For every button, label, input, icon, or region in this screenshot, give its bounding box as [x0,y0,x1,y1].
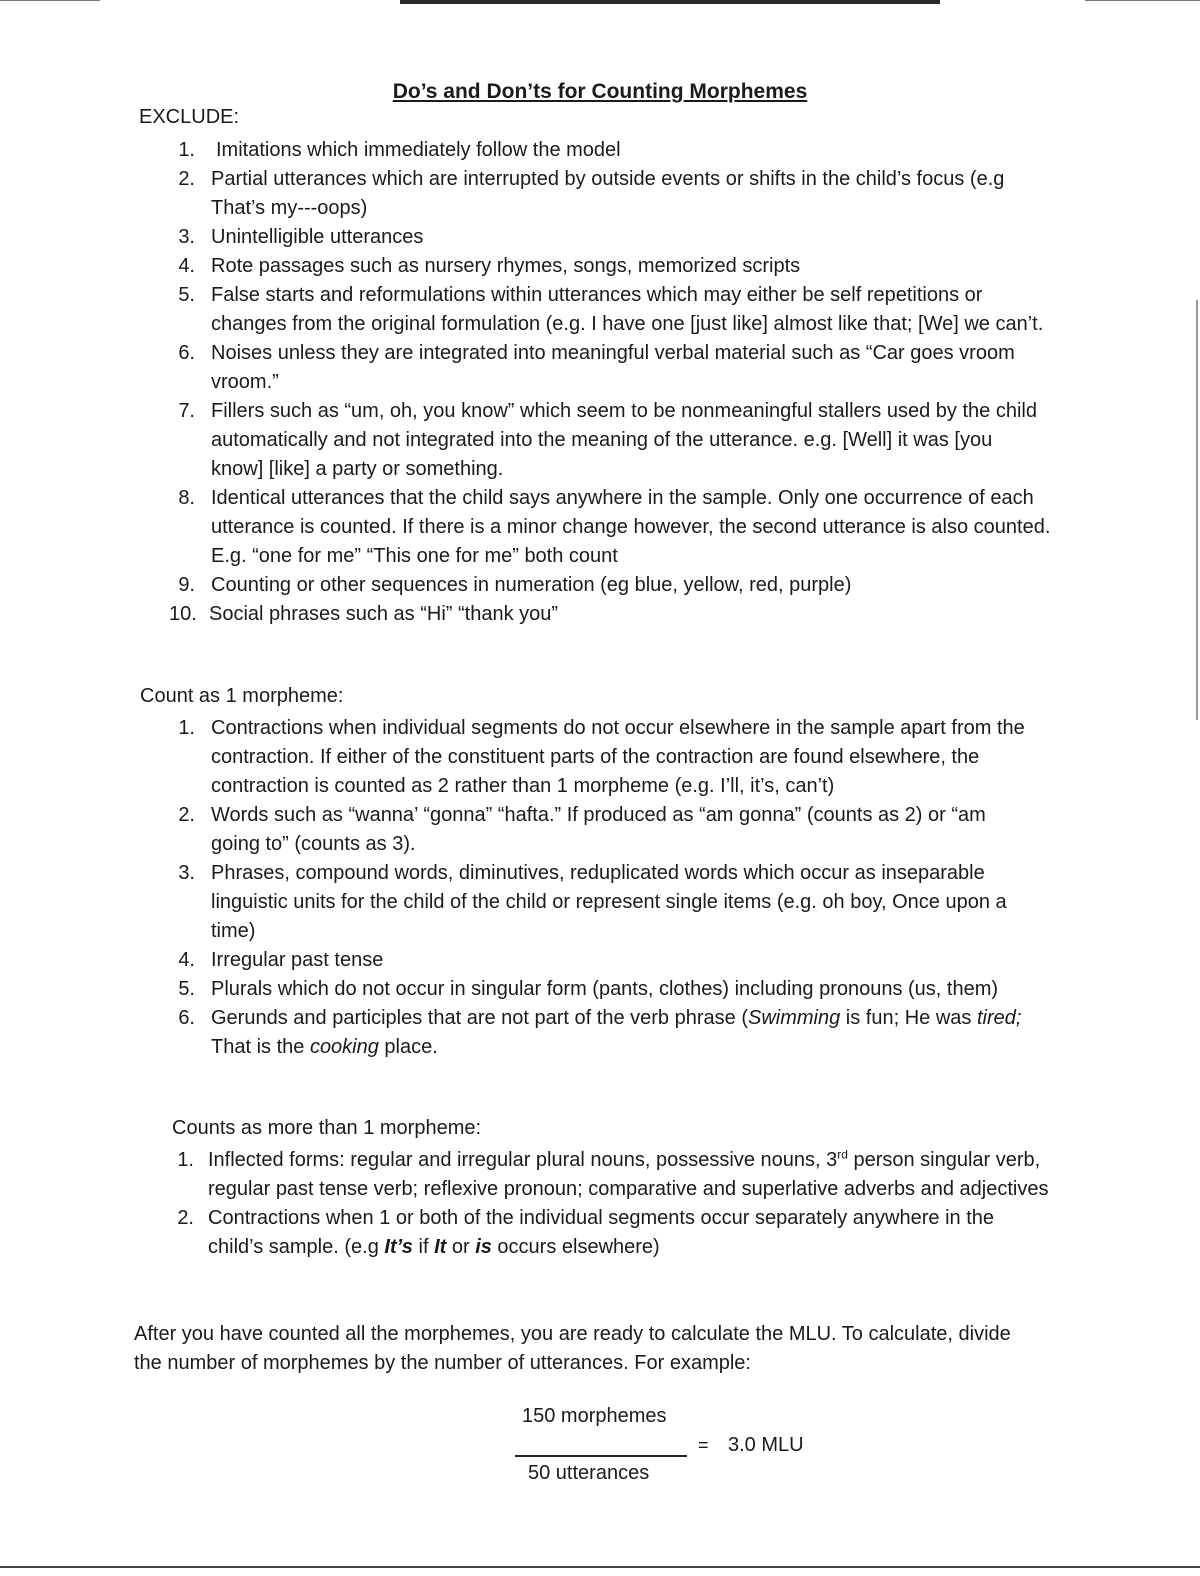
list-item: 1. Contractions when individual segments do not occur elsewhere in the sample apart from the contraction. If either of the constituent parts of the contraction are found elsewhere, the contraction is counted as 2 rather than 1 morpheme (e.g. I’ll, it’s, can’t) [178,717,1025,797]
list-item: 7. Fillers such as “um, oh, you know” which seem to be nonmeaningful stallers used by the child automatically and not integrated into the meaning of the utterance. e.g. [Well] it was [you know] [like] a party or something. [178,400,1037,480]
formula-numerator: 150 morphemes [522,1405,667,1427]
list-item: 2. Partial utterances which are interrupted by outside events or shifts in the child’s focus (e.g That’s my---oops) [178,168,1005,219]
list-item: 5. Plurals which do not occur in singular form (pants, clothes) including pronouns (us, them) [178,978,999,1000]
list-item: 8. Identical utterances that the child says anywhere in the sample. Only one occurrence of each utterance is counted. If there is a minor change however, the second utterance is also counted. E.g. “one for me” “This one for me” both count [178,487,1051,567]
formula-equals: = [698,1435,709,1455]
list-item: 3. Unintelligible utterances [178,226,424,248]
document-title: Do’s and Don’ts for Counting Morphemes [392,80,808,103]
formula-denominator: 50 utterances [528,1462,650,1484]
count-one-list [173,714,1053,1062]
list-item: 6. Gerunds and participles that are not part of the verb phrase (Swimming is fun; He was tired; That is the cooking place. [178,1007,1022,1058]
list-item: 5. False starts and reformulations within utterances which may either be self repetitions or changes from the original formulation (e.g. I have one [just like] almost like that; [We] we can’t. [178,284,1044,335]
formula-result: 3.0 MLU [728,1434,804,1456]
list-item: 4. Irregular past tense [178,949,384,971]
list-item: 2. Contractions when 1 or both of the individual segments occur separately anywhere in the child’s sample. (e.g It’s if It or is occurs elsewhere) [177,1207,995,1258]
count-one-label: Count as 1 morpheme: [140,685,344,707]
list-item: 6. Noises unless they are integrated into meaningful verbal material such as “Car goes vroom vroom.” [178,342,1015,393]
list-item: 3. Phrases, compound words, diminutives, reduplicated words which occur as inseparable linguistic units for the child of the child or represent single items (e.g. oh boy, Once upon a time) [178,862,1007,942]
exclude-label: EXCLUDE: [139,106,240,128]
list-item: 2. Words such as “wanna’ “gonna” “hafta.” If produced as “am gonna” (counts as 2) or “am going to” (counts as 3). [178,804,986,855]
list-item: 4. Rote passages such as nursery rhymes, songs, memorized scripts [178,255,801,277]
closing-paragraph: After you have counted all the morphemes, you are ready to calculate the MLU. To calculate, divide the number of morphemes by the number of utterances. For example: [134,1323,1011,1374]
list-item: 9. Counting or other sequences in numeration (eg blue, yellow, red, purple) [178,574,852,596]
list-item: 10. Social phrases such as “Hi” “thank you” [169,603,559,625]
list-item: 1. Imitations which immediately follow the model [178,139,621,161]
fraction-line [515,1455,687,1457]
exclude-list [169,136,1073,629]
count-more-label: Counts as more than 1 morpheme: [172,1117,482,1139]
count-more-list [172,1146,1052,1262]
list-item: 1. Inflected forms: regular and irregular plural nouns, possessive nouns, 3rd person singular verb, regular past tense verb; reflexive pronoun; comparative and superlative adverbs and adjectives [177,1147,1049,1200]
